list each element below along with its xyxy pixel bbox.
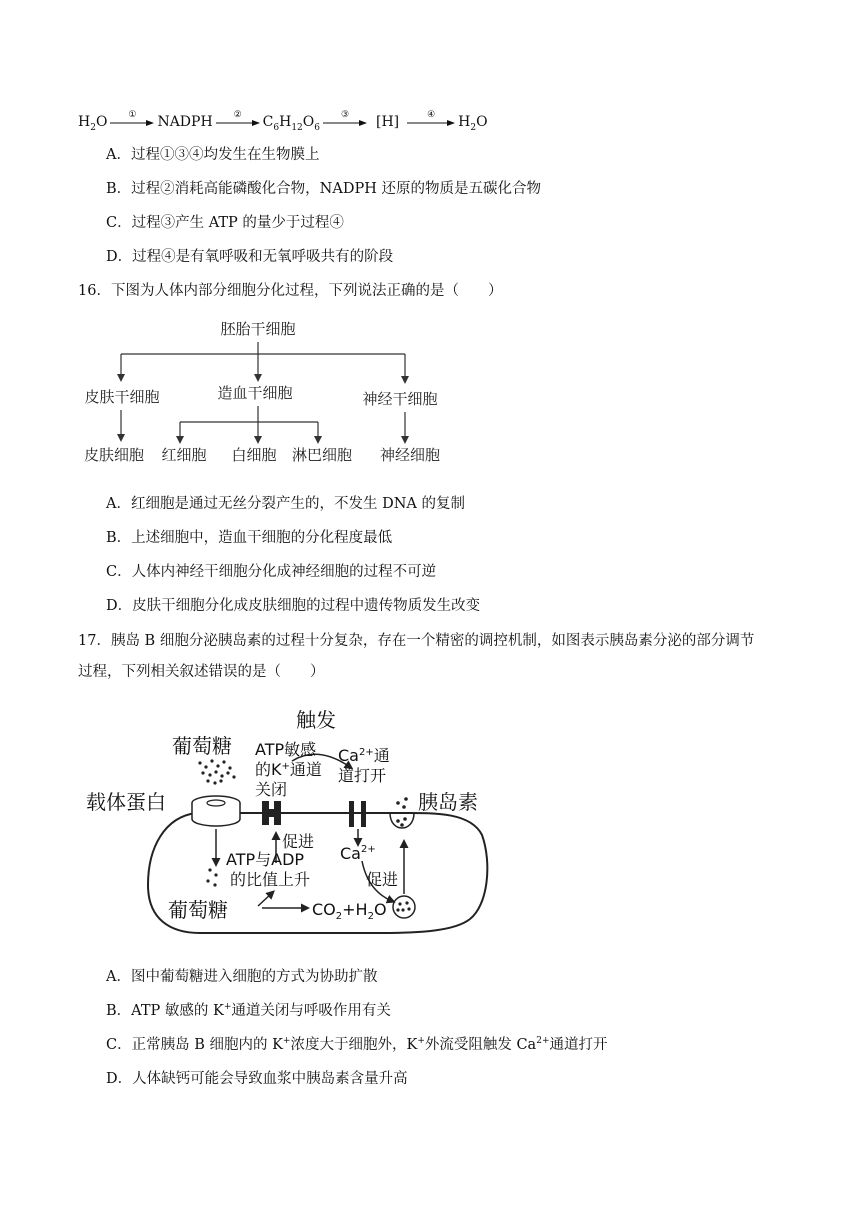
label-ca-channel-2: 道打开 bbox=[338, 766, 387, 785]
q16-option-b: B．上述细胞中，造血干细胞的分化程度最低 bbox=[106, 530, 393, 546]
q16-stem: 16．下图为人体内部分细胞分化过程，下列说法正确的是（ ） bbox=[78, 283, 503, 299]
q15-option-c: C．过程③产生 ATP 的量少于过程④ bbox=[106, 215, 344, 231]
label-k-channel-2: 的K+通道 bbox=[255, 760, 322, 779]
eq-water-2: $H_2O$ bbox=[458, 114, 488, 133]
label-k-channel-3: 关闭 bbox=[255, 780, 288, 799]
label-k-channel-1: ATP敏感 bbox=[255, 740, 317, 759]
label-promote-2: 促进 bbox=[366, 870, 399, 889]
label-trigger: 触发 bbox=[296, 708, 336, 732]
eq-arrow-4: ④ bbox=[407, 112, 455, 132]
node-white-cell: 白细胞 bbox=[231, 446, 277, 464]
q17-stem-line2: 过程，下列相关叙述错误的是（ ） bbox=[78, 664, 325, 680]
node-skin-cell: 皮肤细胞 bbox=[83, 446, 145, 464]
node-embryonic-stem: 胚胎干细胞 bbox=[220, 320, 296, 338]
label-glucose-inside: 葡萄糖 bbox=[168, 898, 228, 922]
node-blood-stem: 造血干细胞 bbox=[217, 384, 293, 402]
q17-stem-line1: 17．胰岛 B 细胞分泌胰岛素的过程十分复杂，存在一个精密的调控机制，如图表示胰岛素分泌的部分调节 bbox=[78, 633, 755, 649]
q15-option-a: A．过程①③④均发生在生物膜上 bbox=[106, 147, 320, 163]
label-ca-channel-1: $Ca^{2+}$通 bbox=[338, 746, 390, 765]
cell-differentiation-diagram bbox=[0, 310, 860, 470]
eq-nadph: NADPH bbox=[157, 114, 213, 130]
q17-option-a: A．图中葡萄糖进入细胞的方式为协助扩散 bbox=[106, 969, 378, 985]
insulin-secretion-diagram bbox=[0, 695, 860, 945]
q15-option-b: B．过程②消耗高能磷酸化合物，NADPH 还原的物质是五碳化合物 bbox=[106, 181, 541, 197]
k-channel-closed bbox=[262, 801, 281, 825]
eq-water-1: $H_2O$ bbox=[78, 114, 108, 133]
node-nerve-cell: 神经细胞 bbox=[379, 446, 441, 464]
label-ca-ion: $Ca^{2+}$ bbox=[340, 844, 376, 863]
node-lymph-cell: 淋巴细胞 bbox=[291, 446, 353, 464]
label-insulin: 胰岛素 bbox=[418, 790, 478, 814]
q16-option-a: A．红细胞是通过无丝分裂产生的，不发生 DNA 的复制 bbox=[106, 496, 465, 512]
q15-option-d: D．过程④是有氧呼吸和无氧呼吸共有的阶段 bbox=[106, 249, 394, 265]
eq-glucose: $C_6H_{12}O_6$ bbox=[262, 114, 320, 133]
carrier-protein bbox=[192, 796, 240, 826]
node-red-cell: 红细胞 bbox=[161, 446, 207, 464]
label-atp-adp-2: 的比值上升 bbox=[230, 870, 311, 889]
eq-arrow-2: ② bbox=[216, 112, 260, 132]
glucose-particles-inside bbox=[206, 868, 217, 886]
eq-h: [H] bbox=[376, 114, 400, 130]
node-nerve-stem: 神经干细胞 bbox=[362, 390, 438, 408]
eq-arrow-1: ① bbox=[110, 112, 154, 132]
arrow-atp-branch bbox=[258, 893, 272, 906]
insulin-vesicle-inner bbox=[393, 896, 415, 918]
q16-option-c: C．人体内神经干细胞分化成神经细胞的过程不可逆 bbox=[106, 564, 437, 580]
eq-arrow-3: ③ bbox=[323, 112, 367, 132]
glucose-particles-outside bbox=[198, 759, 235, 784]
label-carrier-protein: 载体蛋白 bbox=[86, 790, 166, 814]
q17-option-c: C．正常胰岛 B 细胞内的 K+浓度大于细胞外，K+外流受阻触发 $Ca^{2+}$通道打开 bbox=[106, 1036, 608, 1053]
reaction-equation bbox=[78, 112, 488, 132]
label-co2-h2o: $CO_2+H_2O$ bbox=[312, 900, 387, 922]
q17-option-d: D．人体缺钙可能会导致血浆中胰岛素含量升高 bbox=[106, 1071, 408, 1087]
label-atp-adp-1: ATP与ADP bbox=[226, 850, 305, 869]
label-glucose-outside: 葡萄糖 bbox=[172, 734, 232, 758]
node-skin-stem: 皮肤干细胞 bbox=[84, 388, 160, 406]
label-promote-1: 促进 bbox=[282, 832, 315, 851]
q16-option-d: D．皮肤干细胞分化成皮肤细胞的过程中遗传物质发生改变 bbox=[106, 598, 481, 614]
q17-option-b: B．ATP 敏感的 K+通道关闭与呼吸作用有关 bbox=[106, 1002, 391, 1019]
